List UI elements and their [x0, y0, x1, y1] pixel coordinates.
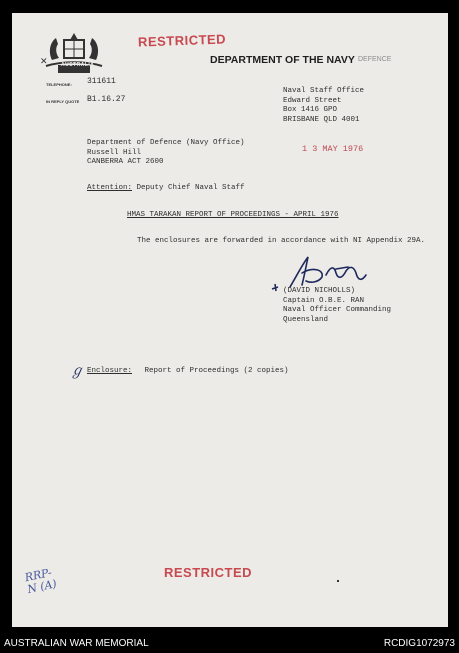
- signatory-region: Queensland: [283, 315, 329, 324]
- crest-text: AUSTRALIA: [61, 62, 95, 68]
- restricted-stamp-bottom: RESTRICTED: [164, 565, 253, 580]
- sender-line: Naval Staff Office: [283, 87, 365, 95]
- enclosure-label: Enclosure:: [87, 367, 133, 375]
- signatory-rank: Captain O.B.E. RAN: [283, 296, 365, 305]
- footer-source: AUSTRALIAN WAR MEMORIAL: [4, 638, 149, 649]
- recipient-line: Russell Hill: [87, 148, 142, 157]
- sender-line: Edward Street: [283, 96, 342, 105]
- attention-label: Attention:: [87, 184, 133, 192]
- recipient-line: Department of Defence (Navy Office): [87, 139, 245, 147]
- attention-line: [87, 184, 245, 192]
- reply-label: IN REPLY QUOTE: [46, 99, 80, 104]
- sender-line: Box 1416 GPO: [283, 106, 338, 114]
- attention-value: Deputy Chief Naval Staff: [136, 184, 245, 192]
- signatory-title: Naval Officer Commanding: [283, 306, 392, 314]
- signature-block: [283, 287, 391, 325]
- recipient-address: [87, 139, 245, 168]
- reply-value: B1.16.27: [87, 95, 126, 104]
- date-received-stamp: 1 3 MAY 1976: [302, 144, 364, 154]
- recipient-line: CANBERRA ACT 2600: [87, 158, 164, 166]
- signatory-name: (DAVID NICHOLLS): [283, 287, 356, 295]
- enclosure-value: Report of Proceedings (2 copies): [144, 367, 289, 375]
- telephone-value: 311611: [87, 77, 116, 86]
- sender-line: BRISBANE QLD 4001: [283, 115, 360, 124]
- footer-catalogue-id: RCDIG1072973: [383, 638, 455, 649]
- archive-footer: [0, 627, 459, 653]
- subject-line: HMAS TARAKAN REPORT OF PROCEEDINGS - APRIL 1976: [127, 211, 339, 219]
- enclosure-line: [87, 367, 289, 375]
- restricted-stamp-top: RESTRICTED: [137, 31, 227, 50]
- document-page: [12, 13, 448, 627]
- small-dot-mark: [337, 580, 339, 582]
- department-heading: DEPARTMENT OF THE NAVY: [210, 54, 355, 66]
- sender-address: [283, 87, 364, 125]
- department-overprint: DEFENCE: [358, 56, 392, 63]
- telephone-label: TELEPHONE:: [46, 82, 72, 87]
- enclosure-tick-mark: ℊ: [70, 362, 84, 378]
- handwritten-file-note: RRP-N (A): [23, 565, 58, 597]
- crest-mark-icon: ✕: [40, 56, 48, 66]
- body-text: The enclosures are forwarded in accordance with NI Appendix 29A.: [137, 237, 426, 245]
